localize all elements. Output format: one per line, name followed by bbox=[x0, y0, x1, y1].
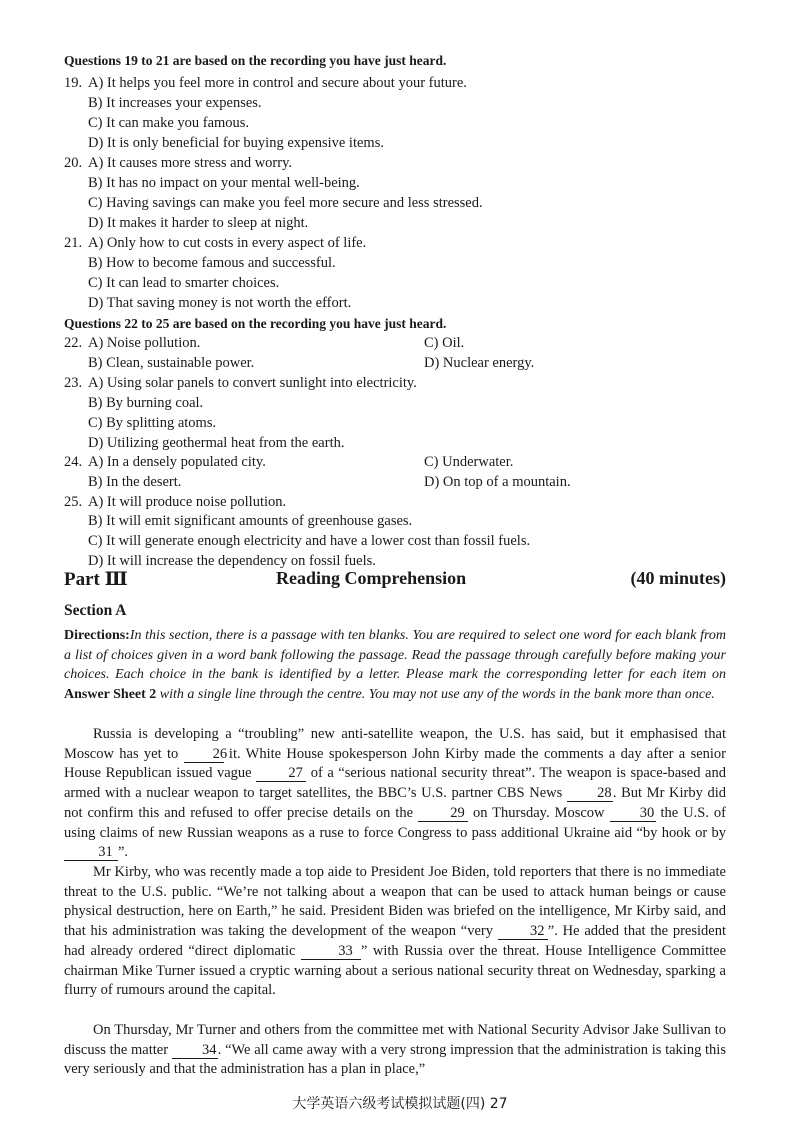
p1-segment: it. White House spokesperson John Kirby made the comments a day after a senior House Republican issued vague bbox=[64, 745, 727, 782]
p1-segment: Russia is developing a “troubling” new anti-satellite weapon, the U.S. has said, but it emphasised that Moscow has yet to bbox=[64, 726, 726, 762]
q21-number: 21. bbox=[64, 235, 83, 251]
p3-segment: On Thursday, Mr Turner and others from the committee met with National Security Advisor Jake Sullivan to discuss the matter bbox=[64, 1022, 726, 1058]
p2-segment: Mr Kirby, who was recently made a top aide to President Joe Biden, told reporters that there is no immediate threat to the U.S. public. “We’re not talking about a weapon that can be used to attack human beings or cause physical destruction, here on Earth,” he said. President Biden was briefed on the intelligence, Mr Kirby said, and that his administration was taking the development of the weapon “very bbox=[64, 864, 726, 940]
p2-segment: ”. He added that the president had already ordered “direct diplomatic bbox=[64, 923, 727, 959]
q23-option-c: C) By splitting atoms. bbox=[88, 415, 217, 431]
p1-segment: ”. bbox=[118, 844, 129, 861]
q20-number: 20. bbox=[64, 155, 83, 171]
p1-segment: the U.S. of using claims of new Russian weapons as a ruse to force Congress to pass additional Ukraine aid “by hook or by bbox=[64, 804, 726, 841]
blank-26: 26 bbox=[184, 747, 224, 763]
q20-option-d: D) It makes it harder to sleep at night. bbox=[88, 215, 309, 231]
blank-31: 31 bbox=[64, 845, 118, 861]
q20-option-b: B) It has no impact on your mental well-being. bbox=[88, 175, 360, 191]
passage-paragraph-1 bbox=[64, 725, 726, 863]
directions-text-1: In this section, there is a passage with ten blanks. You are required to select one word for each blank from a list of choices given in a word bank following the passage. Read the passage through carefully before making your choices. Each choice in the bank is identified by a letter. Please mark the corresponding letter for each item on bbox=[64, 628, 726, 683]
q20-option-c: C) Having savings can make you feel more secure and less stressed. bbox=[88, 195, 483, 211]
blank-33: 33 bbox=[301, 944, 361, 960]
q24-option-d: D) On top of a mountain. bbox=[424, 474, 571, 490]
blank-28: 28 bbox=[567, 786, 613, 802]
questions-22-25-header: Questions 22 to 25 are based on the recording you have just heard. bbox=[64, 316, 447, 331]
q24-number: 24. bbox=[64, 454, 83, 470]
p1-segment: on Thursday. Moscow bbox=[467, 804, 610, 821]
q22-option-a: A) Noise pollution. bbox=[88, 335, 201, 351]
section-title: Section A bbox=[64, 602, 127, 619]
directions bbox=[64, 626, 726, 704]
passage-paragraph-2 bbox=[64, 863, 726, 1001]
p3-segment: . “We all came away with a very strong impression that the administration is taking this very seriously and that the administration has a plan in place,” bbox=[64, 1041, 726, 1078]
questions-19-21-header: Questions 19 to 21 are based on the recording you have just heard. bbox=[64, 53, 447, 68]
q25-option-d: D) It will increase the dependency on fossil fuels. bbox=[88, 553, 376, 569]
blank-29: 29 bbox=[418, 806, 468, 822]
q25-number: 25. bbox=[64, 494, 83, 510]
q24-option-a: A) In a densely populated city. bbox=[88, 454, 266, 470]
passage-paragraph-3 bbox=[64, 1021, 726, 1080]
blank-27: 27 bbox=[256, 766, 306, 782]
q23-option-a: A) Using solar panels to convert sunlight into electricity. bbox=[88, 375, 417, 391]
q23-number: 23. bbox=[64, 375, 83, 391]
q22-number: 22. bbox=[64, 335, 83, 351]
q21-option-a: A) Only how to cut costs in every aspect of life. bbox=[88, 235, 367, 251]
q21-option-c: C) It can lead to smarter choices. bbox=[88, 275, 280, 291]
blank-34: 34 bbox=[172, 1043, 218, 1059]
q22-option-c: C) Oil. bbox=[424, 335, 465, 351]
blank-32: 32 bbox=[498, 924, 548, 940]
blank-30: 30 bbox=[610, 806, 656, 822]
p2-segment: ” with Russia over the threat. House Intelligence Committee chairman Mike Turner issued a cryptic warning about a serious national security threat on Wednesday, sparking a flurry of rumours around the capital. bbox=[64, 942, 727, 999]
part-title: Reading Comprehension bbox=[276, 568, 467, 588]
q19-option-c: C) It can make you famous. bbox=[88, 115, 250, 131]
q23-option-b: B) By burning coal. bbox=[88, 395, 204, 411]
q19-option-b: B) It increases your expenses. bbox=[88, 95, 262, 111]
directions-text-2: with a single line through the centre. You may not use any of the words in the bank more than once. bbox=[156, 686, 715, 702]
page-footer: 大学英语六级考试模拟试题(四) 27 bbox=[292, 1096, 508, 1112]
p1-segment: of a “serious national security threat”. The weapon is space-based and armed with a nuclear weapon to target satellites, the BBC’s U.S. partner CBS News bbox=[64, 765, 726, 802]
part-header bbox=[64, 568, 726, 592]
q24-option-b: B) In the desert. bbox=[88, 474, 182, 490]
q24-option-c: C) Underwater. bbox=[424, 454, 514, 470]
q25-option-c: C) It will generate enough electricity and have a lower cost than fossil fuels. bbox=[88, 533, 531, 549]
answer-sheet-label: Answer Sheet 2 bbox=[64, 686, 157, 702]
q22-option-d: D) Nuclear energy. bbox=[424, 355, 535, 371]
q20-option-a: A) It causes more stress and worry. bbox=[88, 155, 293, 171]
directions-label: Directions: bbox=[64, 628, 130, 643]
q19-option-a: A) It helps you feel more in control and secure about your future. bbox=[88, 75, 467, 91]
q23-option-d: D) Utilizing geothermal heat from the earth. bbox=[88, 435, 345, 451]
q21-option-d: D) That saving money is not worth the effort. bbox=[88, 295, 352, 311]
part-time: (40 minutes) bbox=[630, 568, 726, 588]
q22-option-b: B) Clean, sustainable power. bbox=[88, 355, 255, 371]
p1-segment: . But Mr Kirby did not confirm this and refused to offer precise details on the bbox=[64, 785, 726, 821]
q19-number: 19. bbox=[64, 75, 83, 91]
part-label: Part Ⅲ bbox=[64, 569, 128, 590]
q25-option-b: B) It will emit significant amounts of greenhouse gases. bbox=[88, 513, 413, 529]
q19-option-d: D) It is only beneficial for buying expensive items. bbox=[88, 135, 384, 151]
q21-option-b: B) How to become famous and successful. bbox=[88, 255, 336, 271]
q25-option-a: A) It will produce noise pollution. bbox=[88, 494, 287, 510]
